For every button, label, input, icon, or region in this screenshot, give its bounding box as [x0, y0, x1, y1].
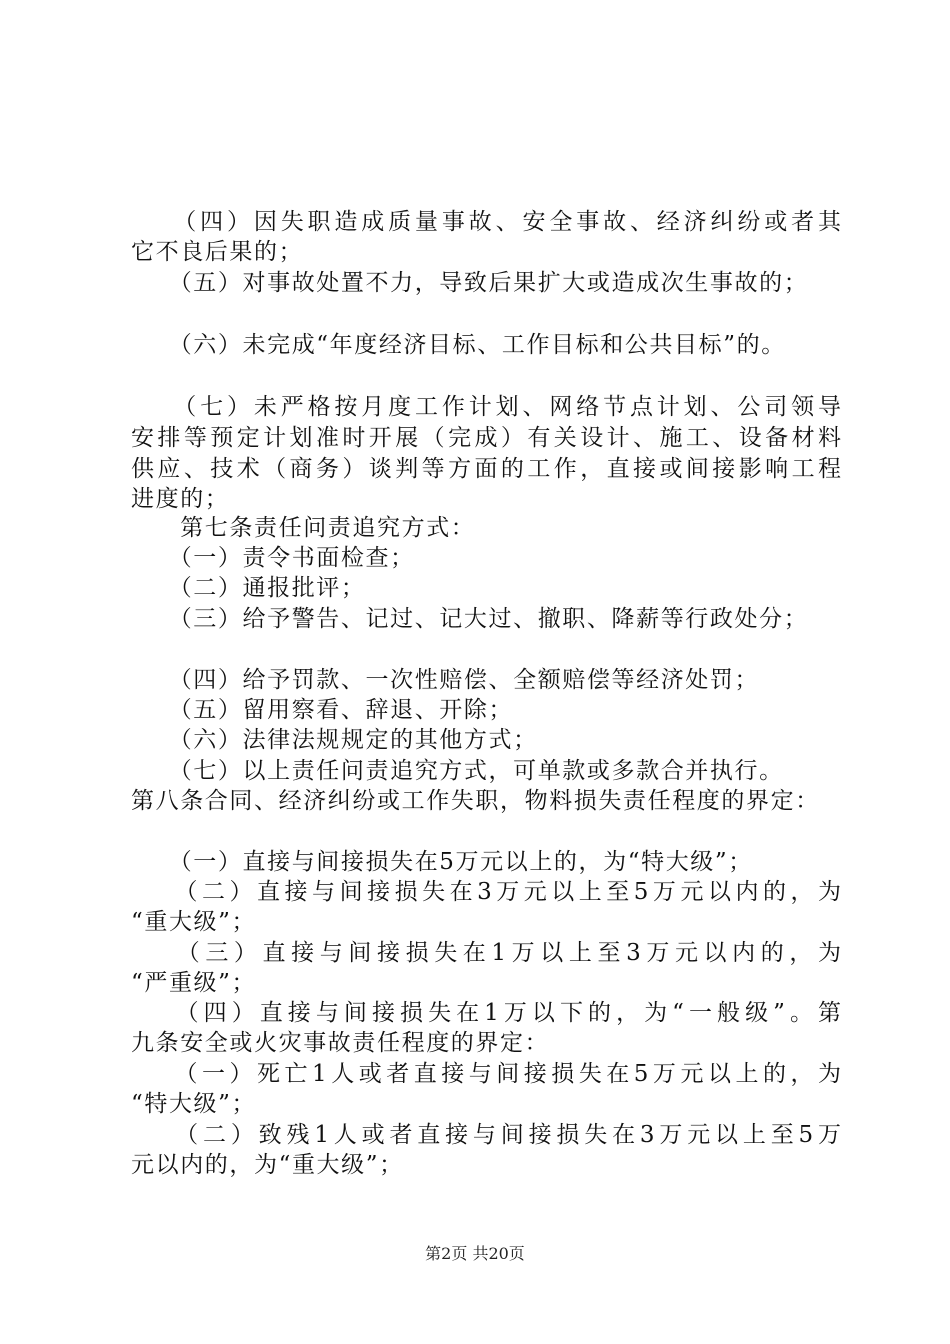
text-line: 供应、技术（商务）谈判等方面的工作，直接或间接影响工程 [131, 456, 841, 482]
text-line: （一）死亡1人或者直接与间接损失在5万元以上的，为 [131, 1061, 841, 1087]
text-line: “特大级”； [131, 1091, 257, 1117]
text-line: （二）致残1人或者直接与间接损失在3万元以上至5万 [131, 1122, 841, 1148]
text-line: （四）直接与间接损失在1万以下的，为“一般级”。第 [131, 1000, 841, 1026]
text-line: （三）给予警告、记过、记大过、撤职、降薪等行政处分； [131, 606, 809, 632]
text-line: 它不良后果的； [131, 239, 304, 265]
text-line: 安排等预定计划准时开展（完成）有关设计、施工、设备材料 [131, 425, 841, 451]
section-heading: 第八条合同、经济纠纷或工作失职，物料损失责任程度的界定： [131, 788, 820, 814]
section-heading: 九条安全或火灾事故责任程度的界定： [131, 1030, 550, 1056]
text-line: （四）因失职造成质量事故、安全事故、经济纠纷或者其 [131, 209, 841, 235]
text-line: （三）直接与间接损失在1万以上至3万元以内的，为 [131, 940, 841, 966]
text-line: （七）未严格按月度工作计划、网络节点计划、公司领导 [131, 394, 841, 420]
text-line: （五）对事故处置不力，导致后果扩大或造成次生事故的； [131, 270, 809, 296]
text-line: （一）责令书面检查； [131, 545, 415, 571]
text-line: “重大级”； [131, 909, 257, 935]
text-line: （二）直接与间接损失在3万元以上至5万元以内的，为 [131, 879, 841, 905]
page-number: 第2页 共20页 [425, 1244, 525, 1263]
text-line: （一）直接与间接损失在5万元以上的，为“特大级”； [131, 849, 753, 875]
text-line: （四）给予罚款、一次性赔偿、全额赔偿等经济处罚； [131, 667, 760, 693]
text-line: （五）留用察看、辞退、开除； [131, 697, 514, 723]
text-line: （二）通报批评； [131, 575, 366, 601]
text-line: 元以内的，为“重大级”； [131, 1152, 404, 1178]
text-line: （六）未完成“年度经济目标、工作目标和公共目标”的。 [131, 332, 786, 358]
text-line: （七）以上责任问责追究方式，可单款或多款合并执行。 [131, 758, 784, 784]
text-line: （六）法律法规规定的其他方式； [131, 727, 538, 753]
text-line: 进度的； [131, 486, 230, 512]
text-line: “严重级”； [131, 970, 257, 996]
section-heading: 第七条责任问责追究方式： [131, 515, 476, 541]
